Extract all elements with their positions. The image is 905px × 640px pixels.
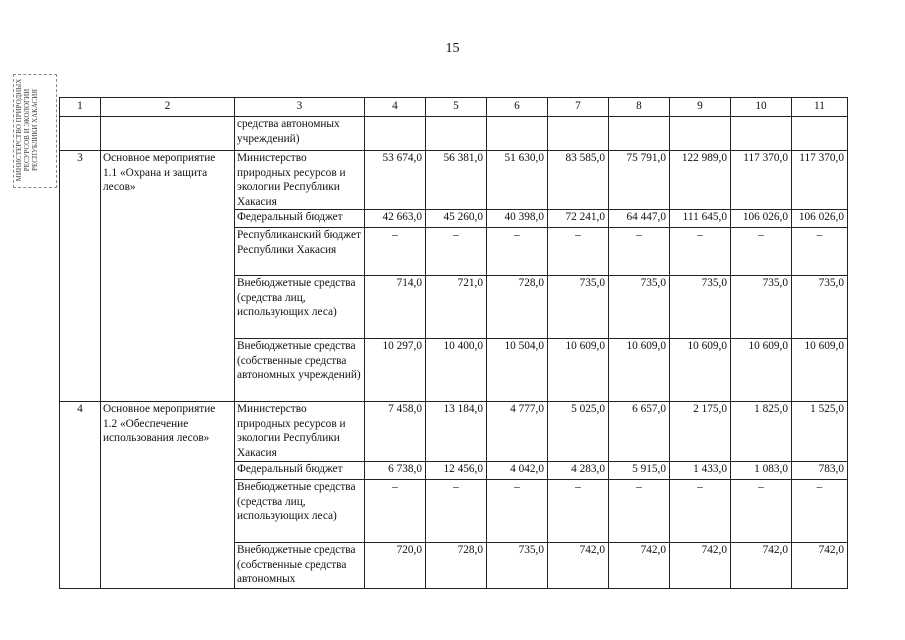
value-cell: 10 609,0 <box>548 339 609 402</box>
value-cell: 742,0 <box>670 543 731 589</box>
value-cell: 106 026,0 <box>731 210 792 228</box>
stamp-text: МИНИСТЕРСТВО ПРИРОДНЫХ РЕСУРСОВ И ЭКОЛОГИИ РЕСПУБЛИКИ ХАКАСИЯ <box>15 78 39 182</box>
value-cell: – <box>365 480 426 543</box>
value-cell: 72 241,0 <box>548 210 609 228</box>
value-cell: 117 370,0 <box>792 151 848 210</box>
value-cell: 75 791,0 <box>609 151 670 210</box>
budget-table <box>59 97 848 589</box>
value-cell: 51 630,0 <box>487 151 548 210</box>
value-cell: 42 663,0 <box>365 210 426 228</box>
funding-source: Внебюджетные средства (собственные средства автономных <box>235 543 365 589</box>
value-cell: 7 458,0 <box>365 402 426 462</box>
funding-source: Внебюджетные средства (собственные средства автономных учреждений) <box>235 339 365 402</box>
value-cell: 1 525,0 <box>792 402 848 462</box>
value-cell: 53 674,0 <box>365 151 426 210</box>
value-cell: 12 456,0 <box>426 462 487 480</box>
value-cell: 735,0 <box>548 276 609 339</box>
funding-source: средства автономных учреждений) <box>235 117 365 151</box>
value-cell: 742,0 <box>548 543 609 589</box>
value-cell: 735,0 <box>487 543 548 589</box>
value-cell: 742,0 <box>731 543 792 589</box>
col-header: 6 <box>487 98 548 117</box>
value-cell: 4 777,0 <box>487 402 548 462</box>
col-header: 8 <box>609 98 670 117</box>
col-header: 2 <box>101 98 235 117</box>
value-cell: 4 283,0 <box>548 462 609 480</box>
col-header: 10 <box>731 98 792 117</box>
value-cell: 721,0 <box>426 276 487 339</box>
col-header: 5 <box>426 98 487 117</box>
col-header: 4 <box>365 98 426 117</box>
event-name: Основное мероприятие 1.1 «Охрана и защита лесов» <box>101 151 235 402</box>
value-cell: 83 585,0 <box>548 151 609 210</box>
funding-source: Внебюджетные средства (средства лиц, использующих леса) <box>235 276 365 339</box>
value-cell: 1 083,0 <box>731 462 792 480</box>
value-cell: – <box>609 480 670 543</box>
value-cell: – <box>548 480 609 543</box>
value-cell: 742,0 <box>792 543 848 589</box>
value-cell: – <box>426 480 487 543</box>
value-cell: 735,0 <box>670 276 731 339</box>
value-cell: 122 989,0 <box>670 151 731 210</box>
col-header: 1 <box>60 98 101 117</box>
value-cell: 735,0 <box>731 276 792 339</box>
col-header: 9 <box>670 98 731 117</box>
value-cell: 6 738,0 <box>365 462 426 480</box>
value-cell: 5 915,0 <box>609 462 670 480</box>
value-cell: 40 398,0 <box>487 210 548 228</box>
value-cell: 714,0 <box>365 276 426 339</box>
value-cell: 735,0 <box>609 276 670 339</box>
funding-source: Федеральный бюджет <box>235 210 365 228</box>
value-cell: 13 184,0 <box>426 402 487 462</box>
value-cell: 6 657,0 <box>609 402 670 462</box>
col-header: 11 <box>792 98 848 117</box>
value-cell: – <box>731 480 792 543</box>
col-header: 7 <box>548 98 609 117</box>
page-number: 15 <box>445 41 460 56</box>
funding-source: Федеральный бюджет <box>235 462 365 480</box>
table-header-row <box>60 98 848 117</box>
value-cell: 5 025,0 <box>548 402 609 462</box>
value-cell: 56 381,0 <box>426 151 487 210</box>
value-cell: 111 645,0 <box>670 210 731 228</box>
value-cell: – <box>426 228 487 276</box>
funding-source: Республиканский бюджет Республики Хакасия <box>235 228 365 276</box>
value-cell: – <box>792 480 848 543</box>
value-cell: 742,0 <box>609 543 670 589</box>
value-cell: 783,0 <box>792 462 848 480</box>
value-cell: 10 609,0 <box>609 339 670 402</box>
value-cell: 720,0 <box>365 543 426 589</box>
value-cell: – <box>487 228 548 276</box>
row-number: 3 <box>60 151 101 402</box>
funding-source: Министерство природных ресурсов и экологии Республики Хакасия <box>235 151 365 210</box>
value-cell: – <box>548 228 609 276</box>
table-row <box>60 402 848 462</box>
value-cell: – <box>731 228 792 276</box>
value-cell: 735,0 <box>792 276 848 339</box>
event-name: Основное мероприятие 1.2 «Обеспечение использования лесов» <box>101 402 235 589</box>
value-cell: 117 370,0 <box>731 151 792 210</box>
value-cell: – <box>487 480 548 543</box>
value-cell: 728,0 <box>487 276 548 339</box>
value-cell: 106 026,0 <box>792 210 848 228</box>
value-cell: – <box>792 228 848 276</box>
funding-source: Внебюджетные средства (средства лиц, использующих леса) <box>235 480 365 543</box>
value-cell: – <box>609 228 670 276</box>
value-cell: 1 433,0 <box>670 462 731 480</box>
col-header: 3 <box>235 98 365 117</box>
value-cell: 1 825,0 <box>731 402 792 462</box>
value-cell: 728,0 <box>426 543 487 589</box>
value-cell: 10 609,0 <box>792 339 848 402</box>
funding-source: Министерство природных ресурсов и экологии Республики Хакасия <box>235 402 365 462</box>
value-cell: 10 297,0 <box>365 339 426 402</box>
table-row <box>60 151 848 210</box>
value-cell: – <box>365 228 426 276</box>
value-cell: – <box>670 480 731 543</box>
value-cell: 45 260,0 <box>426 210 487 228</box>
value-cell: 2 175,0 <box>670 402 731 462</box>
value-cell: 64 447,0 <box>609 210 670 228</box>
row-number: 4 <box>60 402 101 589</box>
value-cell: 10 609,0 <box>670 339 731 402</box>
table-row <box>60 117 848 151</box>
value-cell: 10 400,0 <box>426 339 487 402</box>
value-cell: 10 504,0 <box>487 339 548 402</box>
value-cell: – <box>670 228 731 276</box>
value-cell: 10 609,0 <box>731 339 792 402</box>
value-cell: 4 042,0 <box>487 462 548 480</box>
